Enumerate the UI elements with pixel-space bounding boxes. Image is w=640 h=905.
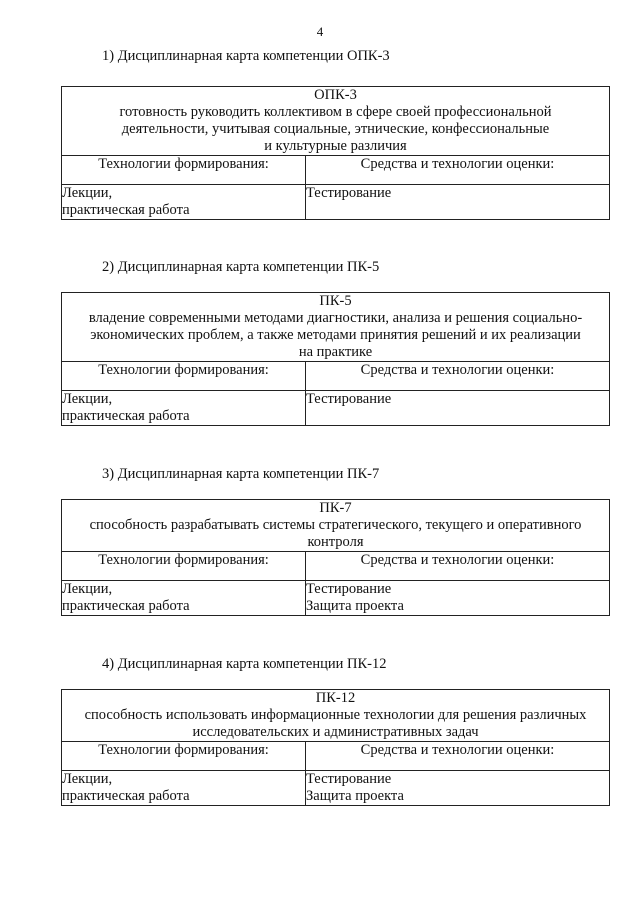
eval-header: Средства и технологии оценки:	[306, 362, 610, 391]
card-heading-2: 2) Дисциплинарная карта компетенции ПК-5	[102, 259, 380, 275]
tech-header: Технологии формирования:	[62, 362, 306, 391]
competency-desc-line: способность использовать информационные технологии для решения различных	[84, 707, 587, 723]
card-heading-3: 3) Дисциплинарная карта компетенции ПК-7	[102, 466, 380, 482]
tech-item: Лекции,	[62, 771, 113, 787]
competency-table-1	[61, 86, 610, 220]
card-heading-4: 4) Дисциплинарная карта компетенции ПК-12	[102, 656, 387, 672]
eval-item: Защита проекта	[306, 788, 404, 804]
tech-item: практическая работа	[62, 202, 190, 218]
tech-cell	[62, 771, 306, 806]
competency-title-cell	[62, 87, 610, 156]
competency-title-cell	[62, 690, 610, 742]
competency-code: ОПК-3	[314, 87, 357, 103]
eval-header: Средства и технологии оценки:	[306, 742, 610, 771]
competency-desc-line: и культурные различия	[264, 138, 407, 154]
eval-header: Средства и технологии оценки:	[306, 552, 610, 581]
competency-desc-line: способность разрабатывать системы стратегического, текущего и оперативного	[89, 517, 582, 533]
tech-header: Технологии формирования:	[62, 552, 306, 581]
tech-header: Технологии формирования:	[62, 156, 306, 185]
competency-desc-line: на практике	[298, 344, 373, 360]
page-number: 4	[316, 24, 324, 39]
competency-code: ПК-7	[319, 500, 352, 516]
competency-desc-line: контроля	[307, 534, 364, 550]
tech-header: Технологии формирования:	[62, 742, 306, 771]
competency-desc-line: экономических проблем, а также методами принятия решений и их реализации	[90, 327, 581, 343]
competency-table-2	[61, 292, 610, 426]
competency-code: ПК-5	[319, 293, 352, 309]
eval-item: Тестирование	[306, 771, 392, 787]
eval-cell	[306, 581, 610, 616]
tech-item: Лекции,	[62, 391, 113, 407]
eval-item: Защита проекта	[306, 598, 404, 614]
competency-desc-line: деятельности, учитывая социальные, этнические, конфессиональные	[121, 121, 550, 137]
competency-desc-line: исследовательских и административных задач	[192, 724, 479, 740]
eval-cell	[306, 185, 610, 220]
tech-cell	[62, 185, 306, 220]
tech-item: Лекции,	[62, 581, 113, 597]
tech-item: практическая работа	[62, 598, 190, 614]
eval-item: Тестирование	[306, 391, 392, 407]
competency-code: ПК-12	[315, 690, 356, 706]
competency-title-cell	[62, 500, 610, 552]
tech-item: практическая работа	[62, 408, 190, 424]
eval-cell	[306, 391, 610, 426]
tech-cell	[62, 581, 306, 616]
eval-cell	[306, 771, 610, 806]
tech-cell	[62, 391, 306, 426]
competency-title-cell	[62, 293, 610, 362]
card-heading-1: 1) Дисциплинарная карта компетенции ОПК-3	[102, 48, 390, 64]
competency-desc-line: готовность руководить коллективом в сфере своей профессиональной	[119, 104, 552, 120]
competency-table-4	[61, 689, 610, 806]
eval-item: Тестирование	[306, 185, 392, 201]
tech-item: практическая работа	[62, 788, 190, 804]
eval-header: Средства и технологии оценки:	[306, 156, 610, 185]
competency-table-3	[61, 499, 610, 616]
competency-desc-line: владение современными методами диагностики, анализа и решения социально-	[88, 310, 583, 326]
tech-item: Лекции,	[62, 185, 113, 201]
eval-item: Тестирование	[306, 581, 392, 597]
